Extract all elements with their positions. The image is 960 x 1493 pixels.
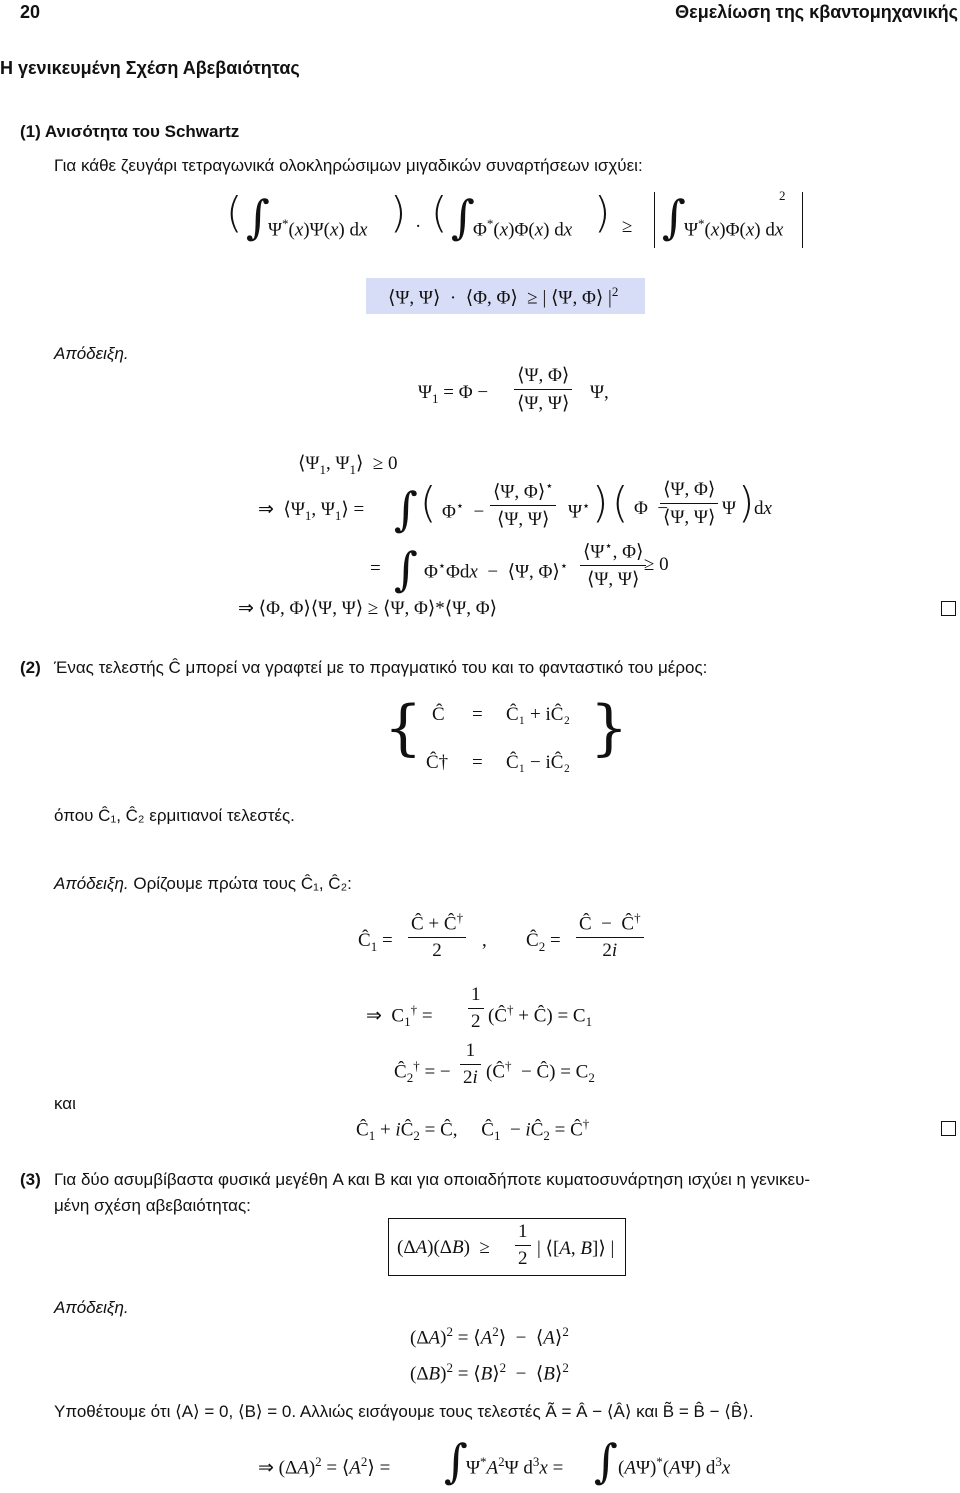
delta-a-squared: $(\Delta A)^2$ = $⟨A^2⟩$ − ⟨A⟩$^2$ xyxy=(410,1324,569,1349)
delta-b-squared: $(\Delta B)^2$ = ⟨B⟩$^2$ − ⟨B⟩$^2$ xyxy=(410,1360,569,1385)
operator-decomposition: { Ĉ = Ĉ₁ + iĈ₂ Ĉ† = Ĉ₁ − iĈ₂ } xyxy=(384,693,629,773)
section-title: Η γενικευμένη Σχέση Αβεβαιότητας xyxy=(0,58,300,78)
recombination-equation: $Ĉ_1$ + $iĈ_2$ = Ĉ, $Ĉ_1$ − $iĈ_2$ = Ĉ† xyxy=(356,1116,590,1144)
part3-proof-label: Απόδειξη. xyxy=(54,1298,129,1317)
page-number: 20 xyxy=(20,2,41,22)
schwartz-result: ⇒ ⟨Φ, Φ⟩⟨Ψ, Ψ⟩ ≥ ⟨Ψ, Φ⟩*⟨Ψ, Φ⟩ xyxy=(238,598,498,619)
part3-intro-line2: μένη σχέση αβεβαιότητας: xyxy=(54,1196,251,1215)
variance-integral-equation: ⇒ $(\Delta A)^2$ = $⟨A^2⟩$ = ∫ $\Psi^*A^2\Psi$ $d^3x$ = ∫ (AΨ)*(AΨ) $d^3x$ xyxy=(258,1434,731,1488)
part2-proof: Απόδειξη. Ορίζουμε πρώτα τους Ĉ₁, Ĉ₂: xyxy=(54,874,352,893)
part1-label: (1) Ανισότητα του Schwartz xyxy=(20,122,240,141)
expansion-equation: ⇒ $⟨\Psi_1$, $\Psi_1⟩$ = ∫ ( Φ⋆ − $\frac{⟨\Psi, \Phi⟩^⋆}{⟨\Psi, \Psi⟩}$ Ψ⋆ ) ( Φ − $\frac{⟨\Psi, \Phi⟩}{⟨\Psi, \Psi⟩}$ Ψ ) dx xyxy=(258,478,772,536)
positivity-equation: $⟨\Psi_1$, $\Psi_1⟩ \ge 0$ xyxy=(298,453,398,477)
qed-box xyxy=(941,1121,956,1136)
qed-box xyxy=(941,601,956,616)
part1-proof-label: Απόδειξη. xyxy=(54,344,129,363)
part3-assumption: Υποθέτουμε ότι ⟨A⟩ = 0, ⟨B⟩ = 0. Αλλιώς εισάγουμε τους τελεστές Ã = Â − ⟨Â⟩ και B̃ = B̂ − ⟨B̂⟩. xyxy=(54,1402,754,1421)
running-title: Θεμελίωση της κβαντομηχανικής xyxy=(675,2,958,22)
schwartz-integral-equation: ( ∫ Ψ*(x)Ψ(x) dx ) · ( ∫ Φ*(x)Φ(x) dx ) ≥ ∫ Ψ*(x)Φ(x) dx 2 xyxy=(226,188,806,248)
part3-intro-line1: Για δύο ασυμβίβαστα φυσικά μεγέθη A και B και για οποιαδήποτε κυματοσυνάρτηση ισχύει η γενικευ- xyxy=(54,1170,811,1189)
part3-label: (3) xyxy=(20,1170,41,1189)
part2-where: όπου Ĉ₁, Ĉ₂ ερμιτιανοί τελεστές. xyxy=(54,806,295,825)
page: 20 Θεμελίωση της κβαντομηχανικής Η γενικευμένη Σχέση Αβεβαιότητας (1) Ανισότητα του Schwartz Για κάθε ζευγάρι τετραγωνικά ολοκληρώσιμων μιγαδικών συναρτήσεων ισχύει: ( ∫ Ψ*(x)Ψ(x) dx ) · ( ∫ Φ*(x)Φ(x) dx ) ≥ ∫ Ψ*(x)Φ(x) dx 2 ⟨Ψ, Ψ⟩ · ⟨Φ, Φ⟩ ≥ | ⟨Ψ, Φ⟩ $|^2$ Απόδειξη. $\Psi_1 = \Phi$ − $\frac{⟨\Psi, \Phi⟩}{⟨\Psi, \Psi⟩}$ Ψ, $⟨\Psi_1$, $\Psi_1⟩ \ge 0$ ⇒ $⟨\Psi_1$, $\Psi_1⟩$ = ∫ ( Φ⋆ − $\frac{⟨\Psi, \Phi⟩^⋆}{⟨\Psi, \Psi⟩}$ Ψ⋆ ) ( Φ − $\frac{⟨\Psi, \Phi⟩}{⟨\Psi, \Psi⟩}$ Ψ ) dx = ∫ Φ⋆Φdx − ⟨Ψ, Φ⟩⋆ $\frac{⟨\Psi^⋆, \Phi⟩}{⟨\Psi, \Psi⟩}$ ≥ 0 ⇒ ⟨Φ, Φ⟩⟨Ψ, Ψ⟩ ≥ ⟨Ψ, Φ⟩*⟨Ψ, Φ⟩ (2) Ένας τελεστής Ĉ μπορεί να γραφτεί με το πραγματικό του και το φανταστικό του μέρος: { Ĉ = Ĉ₁ + iĈ₂ Ĉ† = Ĉ₁ − iĈ₂ } όπου Ĉ₁, Ĉ₂ ερμιτιανοί τελεστές. Απόδειξη. Ορίζουμε πρώτα τους Ĉ₁, Ĉ₂: $Ĉ_1$ = $\frac{Ĉ + Ĉ^\dagger}{2}$ , $Ĉ_2$ = $\frac{Ĉ - Ĉ^\dagger}{2i}$ ⇒ $C_1^\dagger$ = $\frac{1}{2}$ (Ĉ† + Ĉ) = $C_1$ $Ĉ_2^\dagger$ = − $\frac{1}{2i}$ (Ĉ† − Ĉ) = $C_2$ και $Ĉ_1$ + $iĈ_2$ = Ĉ, $Ĉ_1$ − $iĈ_2$ = Ĉ† (3) Για δύο ασυμβίβαστα φυσικά μεγέθη A και B και για οποιαδήποτε κυματοσυνάρτηση ισχύει η γενικευ- μένη σχέση αβεβαιότητας: (ΔA)(ΔB) ≥ $\frac{1}{2}$ | ⟨[A, B]⟩ | Απόδειξη. $(\Delta A)^2$ = $⟨A^2⟩$ − ⟨A⟩$^2$ $(\Delta B)^2$ = ⟨B⟩$^2$ − ⟨B⟩$^2$ Υποθέτουμε ότι ⟨A⟩ = 0, ⟨B⟩ = 0. Αλλιώς εισάγουμε τους τελεστές Ã = Â − ⟨Â⟩ και B̃ = B̂ − ⟨B̂⟩. ⇒ $(\Delta A)^2$ = $⟨A^2⟩$ = ∫ $\Psi^*A^2\Psi$ $d^3x$ = ∫ (AΨ)*(AΨ) $d^3x$ xyxy=(0,2,958,1488)
part2-label: (2) xyxy=(20,658,41,677)
and-word: και xyxy=(54,1094,76,1113)
c1-c2-definitions: $Ĉ_1$ = $\frac{Ĉ + Ĉ^\dagger}{2}$ , $Ĉ_2$ = $\frac{Ĉ - Ĉ^\dagger}{2i}$ xyxy=(358,908,678,972)
part1-intro: Για κάθε ζευγάρι τετραγωνικά ολοκληρώσιμων μιγαδικών συναρτήσεων ισχύει: xyxy=(54,156,643,175)
schwartz-bracket-equation: ⟨Ψ, Ψ⟩ · ⟨Φ, Φ⟩ ≥ | ⟨Ψ, Φ⟩ $|^2$ xyxy=(366,278,645,314)
part2-intro: Ένας τελεστής Ĉ μπορεί να γραφτεί με το πραγματικό του και το φανταστικό του μέρος: xyxy=(54,658,708,677)
uncertainty-relation-box: (ΔA)(ΔB) ≥ $\frac{1}{2}$ | ⟨[A, B]⟩ | xyxy=(388,1218,626,1276)
expansion-simplified-equation: = ∫ Φ⋆Φdx − ⟨Ψ, Φ⟩⋆ $\frac{⟨\Psi^⋆, \Phi⟩}{⟨\Psi, \Psi⟩}$ ≥ 0 xyxy=(370,538,669,596)
